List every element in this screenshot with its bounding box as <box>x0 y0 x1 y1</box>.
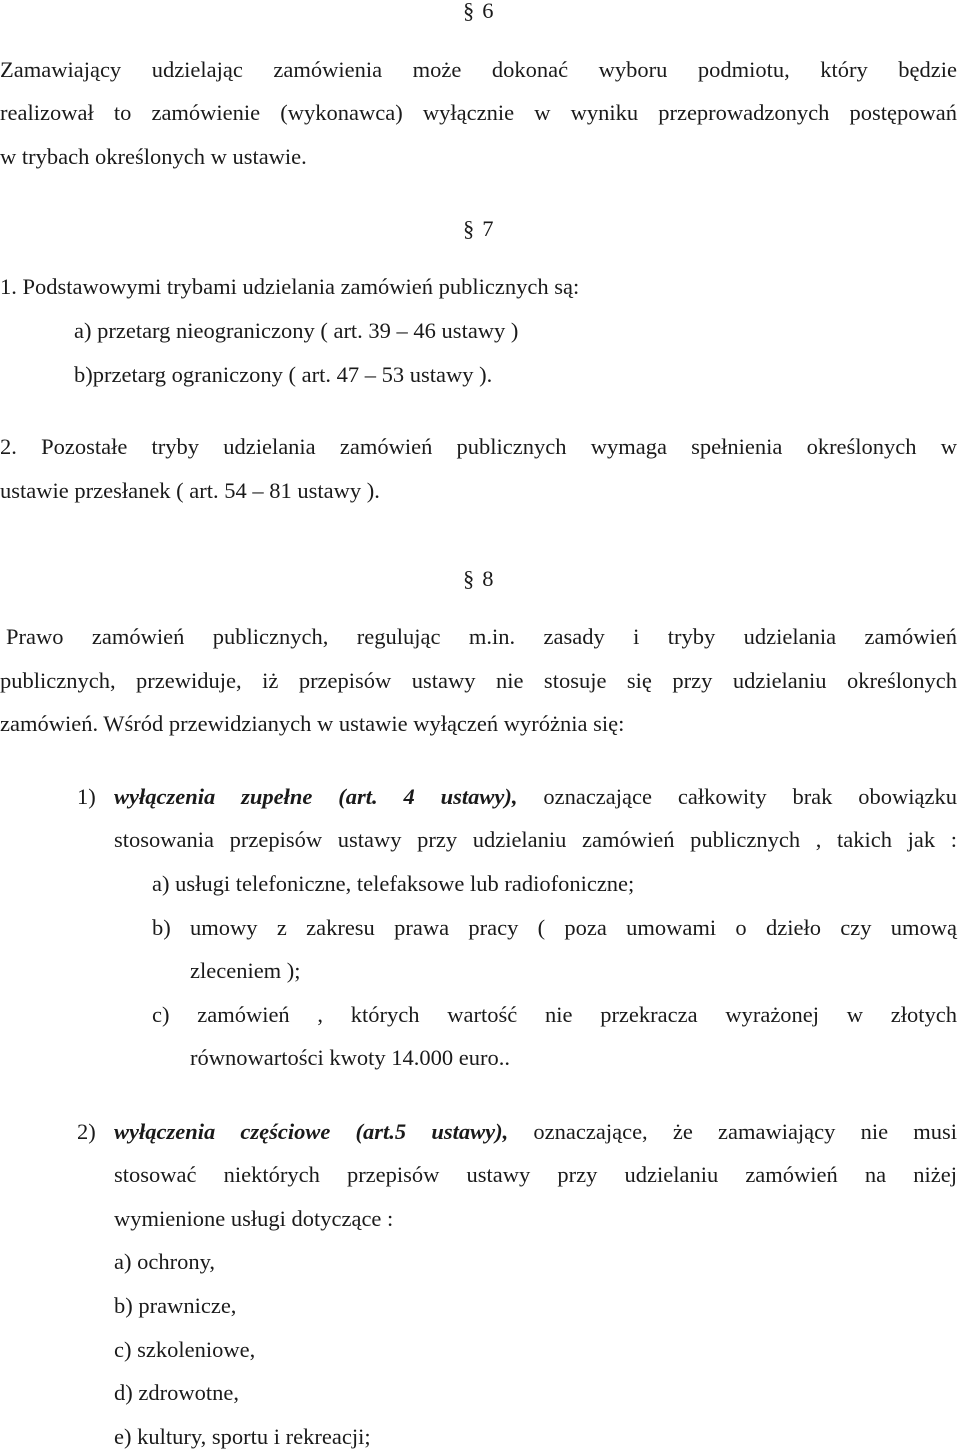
item-1-line-1 <box>114 786 957 809</box>
section-symbol: § <box>463 0 475 23</box>
item-2-sub-c: c) szkoleniowe, <box>114 1337 256 1362</box>
s6-line-3: w trybach określonych w ustawie. <box>0 144 307 169</box>
item-2-line-2: stosować niektórych przepisów ustawy przy udzielaniu zamówień na niżej <box>114 1162 957 1187</box>
item-1-sub-a: a) usługi telefoniczne, telefaksowe lub radiofoniczne; <box>152 871 635 896</box>
s7-item-b: b)przetarg ograniczony ( art. 47 – 53 ustawy ). <box>74 362 493 387</box>
item-1-emphasis: wyłączenia zupełne (art. 4 ustawy), <box>114 784 518 809</box>
s8-line-2: publicznych, przewiduje, iż przepisów ustawy nie stosuje się przy udzielaniu określonych <box>0 668 957 693</box>
item-1-rest: oznaczające całkowity brak obowiązku <box>543 784 958 809</box>
section-number: 6 <box>482 0 494 23</box>
s7-item-a: a) przetarg nieograniczony ( art. 39 – 46 ustawy ) <box>74 318 519 343</box>
section-heading-7 <box>463 218 494 241</box>
s7-point-2-line-1: 2. Pozostałe tryby udzielania zamówień publicznych wymaga spełnienia określonych w <box>0 434 957 459</box>
item-1-sub-c-line-1: c) zamówień , których wartość nie przekracza wyrażonej w złotych <box>152 1002 957 1027</box>
s7-point-1: 1. Podstawowymi trybami udzielania zamówień publicznych są: <box>0 274 580 299</box>
item-1-sub-b-line-2: zleceniem ); <box>190 958 301 983</box>
item-2-sub-d: d) zdrowotne, <box>114 1380 239 1405</box>
item-2-line-1 <box>114 1121 957 1144</box>
item-2-sub-e: e) kultury, sportu i rekreacji; <box>114 1424 371 1449</box>
section-number: 7 <box>482 216 494 241</box>
section-heading-8 <box>463 568 494 591</box>
item-1-sub-c-line-2: równowartości kwoty 14.000 euro.. <box>190 1045 510 1070</box>
s6-line-2: realizował to zamówienie (wykonawca) wyłącznie w wyniku przeprowadzonych postępowań <box>0 100 957 125</box>
item-2-sub-b: b) prawnicze, <box>114 1293 237 1318</box>
section-symbol: § <box>463 566 475 591</box>
section-number: 8 <box>482 566 494 591</box>
section-heading-6 <box>463 0 494 23</box>
item-2-number: 2) <box>77 1119 96 1144</box>
s8-line-1: Prawo zamówień publicznych, regulując m.in. zasady i tryby udzielania zamówień <box>6 624 957 649</box>
item-2-emphasis: wyłączenia częściowe (art.5 ustawy), <box>114 1119 509 1144</box>
s8-line-3: zamówień. Wśród przewidzianych w ustawie wyłączeń wyróżnia się: <box>0 711 625 736</box>
s7-point-2-line-2: ustawie przesłanek ( art. 54 – 81 ustawy ). <box>0 478 380 503</box>
item-1-line-2: stosowania przepisów ustawy przy udzielaniu zamówień publicznych , takich jak : <box>114 827 957 852</box>
item-2-line-3: wymienione usługi dotyczące : <box>114 1206 394 1231</box>
s6-line-1: Zamawiający udzielając zamówienia może dokonać wyboru podmiotu, który będzie <box>0 57 957 82</box>
item-1-sub-b-line-1: b) umowy z zakresu prawa pracy ( poza umowami o dzieło czy umową <box>152 915 957 940</box>
item-2-rest: oznaczające, że zamawiający nie musi <box>533 1119 957 1144</box>
item-1-number: 1) <box>77 784 96 809</box>
section-symbol: § <box>463 216 475 241</box>
item-2-sub-a: a) ochrony, <box>114 1249 215 1274</box>
